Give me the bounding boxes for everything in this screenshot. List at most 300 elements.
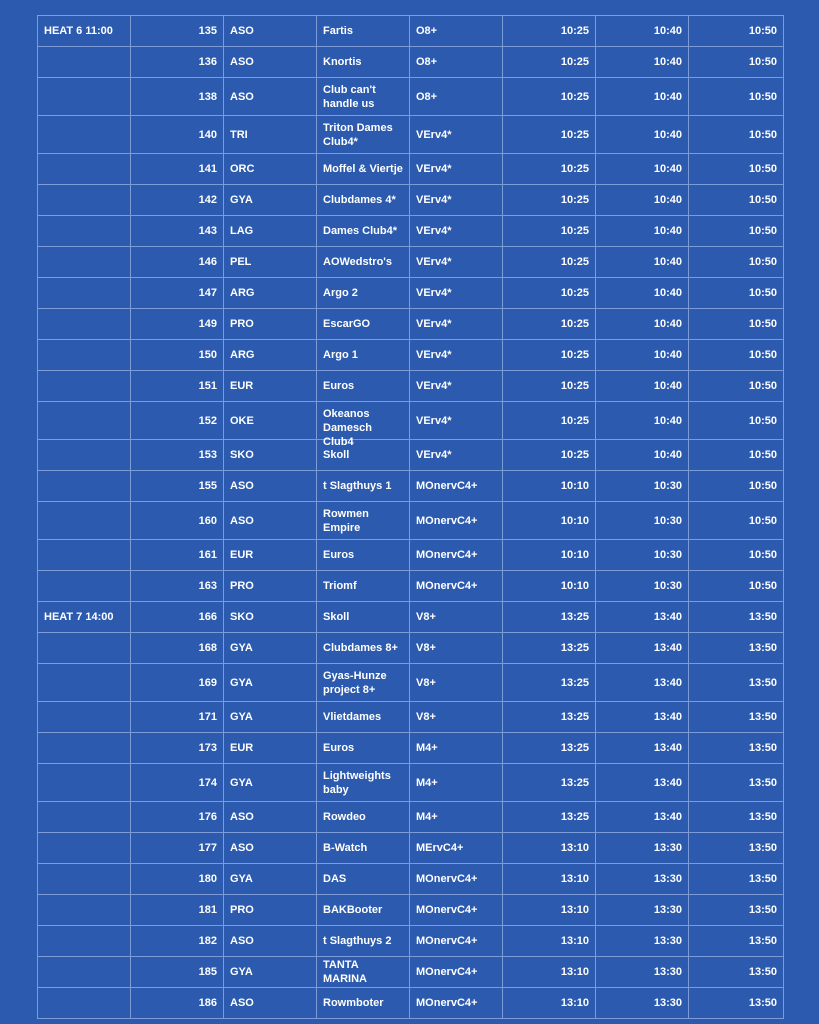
table-row	[38, 309, 784, 340]
crew-name	[317, 402, 410, 448]
time-3: 13:50	[689, 702, 784, 733]
crew-name	[317, 340, 410, 371]
heat-label	[38, 833, 131, 864]
race-number: 176	[131, 802, 224, 833]
crew-name	[317, 278, 410, 309]
heat-label	[38, 733, 131, 764]
crew-name	[317, 571, 410, 602]
crew-name	[317, 764, 410, 802]
time-3: 10:50	[689, 278, 784, 309]
heat-label: HEAT 7 14:00	[38, 602, 131, 633]
time-3: 13:50	[689, 988, 784, 1019]
time-2: 13:40	[596, 733, 689, 764]
time-1: 13:25	[503, 764, 596, 802]
table-row	[38, 833, 784, 864]
heat-label	[38, 116, 131, 154]
race-number: 186	[131, 988, 224, 1019]
club-code: ASO	[224, 47, 317, 78]
field-class: MErvC4+	[410, 833, 503, 864]
time-2: 10:40	[596, 340, 689, 371]
table-row	[38, 702, 784, 733]
club-code: ASO	[224, 833, 317, 864]
time-1: 10:25	[503, 154, 596, 185]
time-1: 13:25	[503, 602, 596, 633]
field-class: MOnervC4+	[410, 502, 503, 540]
table-row	[38, 664, 784, 702]
table-row	[38, 440, 784, 471]
race-number: 142	[131, 185, 224, 216]
time-3: 10:50	[689, 402, 784, 440]
race-number: 138	[131, 78, 224, 116]
time-3: 10:50	[689, 216, 784, 247]
time-1: 13:10	[503, 895, 596, 926]
time-3: 13:50	[689, 733, 784, 764]
heat-label	[38, 664, 131, 702]
table-row	[38, 371, 784, 402]
crew-name	[317, 833, 410, 864]
crew-name	[317, 116, 410, 154]
time-2: 10:40	[596, 247, 689, 278]
field-class: V8+	[410, 702, 503, 733]
time-1: 10:25	[503, 278, 596, 309]
time-3: 10:50	[689, 185, 784, 216]
heat-label	[38, 988, 131, 1019]
table-row	[38, 116, 784, 154]
field-class: V8+	[410, 633, 503, 664]
time-2: 10:40	[596, 440, 689, 471]
race-number: 174	[131, 764, 224, 802]
field-class: VErv4*	[410, 216, 503, 247]
time-1: 10:25	[503, 16, 596, 47]
time-3: 10:50	[689, 78, 784, 116]
race-number: 147	[131, 278, 224, 309]
time-1: 10:10	[503, 471, 596, 502]
table-row	[38, 502, 784, 540]
crew-name-text: B-Watch	[323, 842, 368, 854]
table-row	[38, 78, 784, 116]
club-code: PEL	[224, 247, 317, 278]
time-2: 10:40	[596, 402, 689, 440]
club-code: ASO	[224, 471, 317, 502]
time-1: 10:25	[503, 371, 596, 402]
time-1: 13:10	[503, 833, 596, 864]
table-row	[38, 633, 784, 664]
time-3: 10:50	[689, 116, 784, 154]
race-number: 177	[131, 833, 224, 864]
time-3: 13:50	[689, 764, 784, 802]
crew-name-text: Argo 1	[323, 349, 358, 361]
time-1: 10:25	[503, 247, 596, 278]
crew-name-text: Fartis	[323, 25, 353, 37]
crew-name	[317, 864, 410, 895]
crew-name	[317, 371, 410, 402]
crew-name-text: Rowmboter	[323, 997, 384, 1009]
field-class: MOnervC4+	[410, 471, 503, 502]
crew-name	[317, 185, 410, 216]
field-class: O8+	[410, 78, 503, 116]
time-1: 13:25	[503, 633, 596, 664]
time-2: 10:40	[596, 47, 689, 78]
club-code: GYA	[224, 664, 317, 702]
crew-name	[317, 895, 410, 926]
field-class: M4+	[410, 802, 503, 833]
table-row	[38, 602, 784, 633]
time-1: 10:10	[503, 571, 596, 602]
time-2: 10:40	[596, 371, 689, 402]
heat-label: HEAT 6 11:00	[38, 16, 131, 47]
table-row	[38, 154, 784, 185]
crew-name-text: Lightweights baby	[323, 769, 391, 796]
field-class: VErv4*	[410, 185, 503, 216]
time-2: 10:40	[596, 278, 689, 309]
time-3: 13:50	[689, 664, 784, 702]
heat-label	[38, 278, 131, 309]
heat-label	[38, 47, 131, 78]
time-3: 10:50	[689, 247, 784, 278]
crew-name	[317, 602, 410, 633]
heat-label	[38, 502, 131, 540]
table-row	[38, 185, 784, 216]
time-2: 10:40	[596, 16, 689, 47]
field-class: MOnervC4+	[410, 540, 503, 571]
crew-name-text: EscarGO	[323, 318, 371, 330]
heat-label	[38, 247, 131, 278]
time-2: 13:40	[596, 764, 689, 802]
crew-name	[317, 957, 410, 988]
heat-label	[38, 957, 131, 988]
time-2: 13:40	[596, 702, 689, 733]
time-2: 13:30	[596, 895, 689, 926]
race-number: 168	[131, 633, 224, 664]
field-class: O8+	[410, 16, 503, 47]
race-number: 141	[131, 154, 224, 185]
race-number: 155	[131, 471, 224, 502]
crew-name-text: t Slagthuys 2	[323, 935, 392, 947]
time-2: 13:30	[596, 957, 689, 988]
crew-name-text: t Slagthuys 1	[323, 480, 392, 492]
heat-label	[38, 926, 131, 957]
time-1: 13:10	[503, 926, 596, 957]
heat-label	[38, 402, 131, 440]
club-code: EUR	[224, 733, 317, 764]
crew-name-text: Skoll	[323, 611, 350, 623]
heat-label	[38, 895, 131, 926]
club-code: ASO	[224, 926, 317, 957]
table-row	[38, 16, 784, 47]
time-1: 13:25	[503, 664, 596, 702]
time-3: 13:50	[689, 633, 784, 664]
time-1: 10:25	[503, 185, 596, 216]
table-row	[38, 471, 784, 502]
time-1: 13:10	[503, 864, 596, 895]
time-2: 13:30	[596, 926, 689, 957]
time-2: 13:40	[596, 602, 689, 633]
table-row	[38, 926, 784, 957]
race-number: 153	[131, 440, 224, 471]
crew-name-text: Skoll	[323, 449, 350, 461]
crew-name	[317, 802, 410, 833]
field-class: M4+	[410, 733, 503, 764]
club-code: EUR	[224, 540, 317, 571]
heat-label	[38, 540, 131, 571]
crew-name-text: Dames Club4*	[323, 225, 397, 237]
field-class: VErv4*	[410, 116, 503, 154]
crew-name	[317, 988, 410, 1019]
time-3: 10:50	[689, 47, 784, 78]
field-class: VErv4*	[410, 309, 503, 340]
crew-name-text: BAKBooter	[323, 904, 383, 916]
club-code: GYA	[224, 702, 317, 733]
crew-name	[317, 47, 410, 78]
club-code: SKO	[224, 602, 317, 633]
crew-name-text: TANTA MARINA	[323, 959, 367, 985]
crew-name	[317, 702, 410, 733]
time-2: 13:30	[596, 988, 689, 1019]
club-code: PRO	[224, 571, 317, 602]
time-2: 10:30	[596, 540, 689, 571]
heat-schedule-table	[37, 15, 784, 1019]
time-1: 13:10	[503, 988, 596, 1019]
crew-name-text: Clubdames 4*	[323, 194, 396, 206]
crew-name	[317, 926, 410, 957]
crew-name-text: Rowmen Empire	[323, 507, 369, 534]
time-1: 13:25	[503, 702, 596, 733]
time-3: 13:50	[689, 895, 784, 926]
time-2: 13:30	[596, 864, 689, 895]
crew-name	[317, 733, 410, 764]
table-row	[38, 864, 784, 895]
race-number: 135	[131, 16, 224, 47]
time-1: 13:25	[503, 733, 596, 764]
field-class: MOnervC4+	[410, 926, 503, 957]
heat-label	[38, 633, 131, 664]
time-2: 10:30	[596, 571, 689, 602]
race-number: 181	[131, 895, 224, 926]
time-3: 10:50	[689, 571, 784, 602]
time-1: 10:25	[503, 440, 596, 471]
time-3: 10:50	[689, 440, 784, 471]
table-row	[38, 340, 784, 371]
field-class: MOnervC4+	[410, 864, 503, 895]
heat-label	[38, 78, 131, 116]
crew-name-text: Clubdames 8+	[323, 642, 398, 654]
crew-name	[317, 502, 410, 540]
time-1: 10:25	[503, 78, 596, 116]
club-code: SKO	[224, 440, 317, 471]
crew-name-text: Triton Dames Club4*	[323, 121, 393, 148]
time-3: 10:50	[689, 502, 784, 540]
time-2: 13:40	[596, 664, 689, 702]
crew-name	[317, 471, 410, 502]
club-code: EUR	[224, 371, 317, 402]
club-code: ASO	[224, 16, 317, 47]
crew-name	[317, 247, 410, 278]
club-code: GYA	[224, 185, 317, 216]
heat-label	[38, 764, 131, 802]
race-number: 140	[131, 116, 224, 154]
field-class: MOnervC4+	[410, 895, 503, 926]
table-row	[38, 733, 784, 764]
table-row	[38, 802, 784, 833]
time-1: 10:25	[503, 216, 596, 247]
club-code: OKE	[224, 402, 317, 440]
club-code: GYA	[224, 633, 317, 664]
crew-name-text: Knortis	[323, 56, 362, 68]
time-3: 10:50	[689, 16, 784, 47]
crew-name	[317, 216, 410, 247]
time-1: 10:25	[503, 116, 596, 154]
club-code: LAG	[224, 216, 317, 247]
crew-name	[317, 154, 410, 185]
time-3: 10:50	[689, 340, 784, 371]
table-row	[38, 988, 784, 1019]
time-3: 13:50	[689, 602, 784, 633]
crew-name	[317, 540, 410, 571]
club-code: PRO	[224, 895, 317, 926]
field-class: V8+	[410, 664, 503, 702]
time-1: 10:10	[503, 540, 596, 571]
table-row	[38, 895, 784, 926]
table-row	[38, 764, 784, 802]
race-number: 169	[131, 664, 224, 702]
time-2: 13:40	[596, 633, 689, 664]
race-number: 146	[131, 247, 224, 278]
time-2: 10:40	[596, 154, 689, 185]
crew-name-text: Vlietdames	[323, 711, 382, 723]
time-2: 10:40	[596, 116, 689, 154]
time-1: 10:10	[503, 502, 596, 540]
race-number: 136	[131, 47, 224, 78]
heat-label	[38, 471, 131, 502]
table-row	[38, 957, 784, 988]
table-row	[38, 571, 784, 602]
time-2: 10:40	[596, 78, 689, 116]
crew-name-text: Gyas-Hunze project 8+	[323, 669, 387, 696]
race-number: 149	[131, 309, 224, 340]
field-class: MOnervC4+	[410, 571, 503, 602]
table-row	[38, 402, 784, 440]
heat-label	[38, 702, 131, 733]
club-code: ASO	[224, 78, 317, 116]
field-class: VErv4*	[410, 402, 503, 440]
race-number: 151	[131, 371, 224, 402]
time-2: 10:40	[596, 309, 689, 340]
table-row	[38, 247, 784, 278]
heat-label	[38, 440, 131, 471]
table-row	[38, 47, 784, 78]
heat-label	[38, 309, 131, 340]
field-class: MOnervC4+	[410, 957, 503, 988]
time-1: 13:25	[503, 802, 596, 833]
crew-name-text: Rowdeo	[323, 811, 366, 823]
crew-name-text: Euros	[323, 549, 355, 561]
club-code: ASO	[224, 988, 317, 1019]
crew-name-text: Argo 2	[323, 287, 358, 299]
crew-name-text: AOWedstro's	[323, 256, 393, 268]
time-3: 10:50	[689, 471, 784, 502]
race-number: 161	[131, 540, 224, 571]
crew-name-text: Euros	[323, 742, 355, 754]
time-1: 10:25	[503, 47, 596, 78]
field-class: VErv4*	[410, 154, 503, 185]
crew-name-text: Triomf	[323, 580, 357, 592]
heat-label	[38, 571, 131, 602]
crew-name-text: Okeanos Damesch Club4	[323, 407, 372, 448]
race-number: 180	[131, 864, 224, 895]
heat-label	[38, 802, 131, 833]
field-class: O8+	[410, 47, 503, 78]
time-1: 10:25	[503, 309, 596, 340]
time-3: 13:50	[689, 833, 784, 864]
race-number: 150	[131, 340, 224, 371]
time-3: 13:50	[689, 864, 784, 895]
table-row	[38, 216, 784, 247]
crew-name	[317, 664, 410, 702]
time-2: 10:30	[596, 502, 689, 540]
time-3: 10:50	[689, 309, 784, 340]
heat-label	[38, 216, 131, 247]
heat-label	[38, 371, 131, 402]
heat-label	[38, 154, 131, 185]
table-row	[38, 278, 784, 309]
race-number: 171	[131, 702, 224, 733]
time-1: 10:25	[503, 340, 596, 371]
time-3: 13:50	[689, 926, 784, 957]
race-number: 160	[131, 502, 224, 540]
time-1: 13:10	[503, 957, 596, 988]
club-code: GYA	[224, 764, 317, 802]
club-code: GYA	[224, 864, 317, 895]
time-3: 13:50	[689, 957, 784, 988]
club-code: ORC	[224, 154, 317, 185]
club-code: PRO	[224, 309, 317, 340]
club-code: ARG	[224, 340, 317, 371]
club-code: GYA	[224, 957, 317, 988]
time-2: 10:30	[596, 471, 689, 502]
table-row	[38, 540, 784, 571]
time-1: 10:25	[503, 402, 596, 440]
heat-label	[38, 340, 131, 371]
crew-name	[317, 309, 410, 340]
race-number: 143	[131, 216, 224, 247]
field-class: MOnervC4+	[410, 988, 503, 1019]
club-code: ASO	[224, 802, 317, 833]
crew-name	[317, 78, 410, 116]
field-class: M4+	[410, 764, 503, 802]
race-number: 166	[131, 602, 224, 633]
time-3: 10:50	[689, 154, 784, 185]
heat-label	[38, 864, 131, 895]
crew-name-text: Euros	[323, 380, 355, 392]
time-2: 10:40	[596, 216, 689, 247]
field-class: VErv4*	[410, 440, 503, 471]
crew-name-text: Club can't handle us	[323, 83, 376, 110]
race-number: 163	[131, 571, 224, 602]
time-2: 13:40	[596, 802, 689, 833]
race-number: 182	[131, 926, 224, 957]
race-number: 152	[131, 402, 224, 440]
field-class: VErv4*	[410, 371, 503, 402]
time-3: 10:50	[689, 540, 784, 571]
field-class: VErv4*	[410, 278, 503, 309]
time-2: 10:40	[596, 185, 689, 216]
club-code: TRI	[224, 116, 317, 154]
field-class: VErv4*	[410, 340, 503, 371]
crew-name	[317, 633, 410, 664]
crew-name	[317, 16, 410, 47]
heat-label	[38, 185, 131, 216]
schedule-body	[38, 16, 784, 1019]
